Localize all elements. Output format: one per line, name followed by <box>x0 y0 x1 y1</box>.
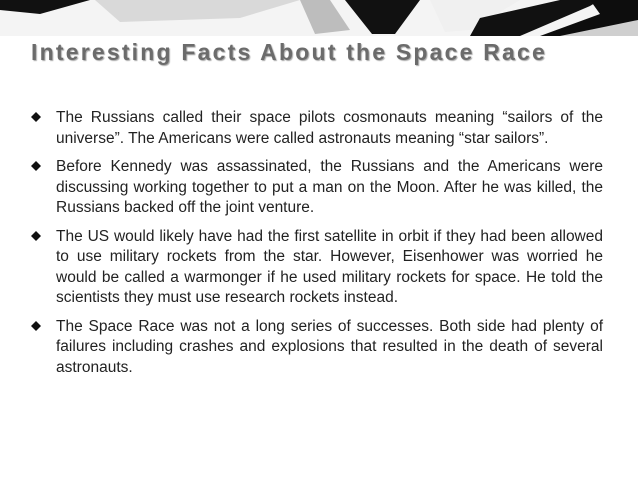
bullet-text: The US would likely have had the first satellite in orbit if they had been allowed to use military rockets from the star. However, Eisenhower was worried he would be called a warmonger if he used military rockets for space. He told the scientists they must use research rockets instead. <box>56 227 603 306</box>
bullet-text: The Russians called their space pilots cosmonauts meaning “sailors of the universe”. The Americans were called astronauts meaning “star sailors”. <box>56 109 603 147</box>
diamond-bullet-icon <box>31 161 41 171</box>
diamond-bullet-icon <box>31 231 41 241</box>
bullet-text: Before Kennedy was assassinated, the Russians and the Americans were discussing working together to put a man on the Moon. After he was killed, the Russians backed off the joint venture. <box>56 158 603 216</box>
bullet-list <box>31 108 603 386</box>
bullet-text: The Space Race was not a long series of successes. Both side had plenty of failures including crashes and explosions that resulted in the death of several astronauts. <box>56 317 603 376</box>
bullet-item <box>31 227 603 309</box>
slide-title: Interesting Facts About the Space Race <box>31 39 548 65</box>
bullet-item <box>31 317 603 379</box>
bullet-item <box>31 108 603 149</box>
diamond-bullet-icon <box>31 321 41 331</box>
diamond-bullet-icon <box>31 112 41 122</box>
bullet-item <box>31 157 603 219</box>
header-decoration <box>0 0 638 36</box>
